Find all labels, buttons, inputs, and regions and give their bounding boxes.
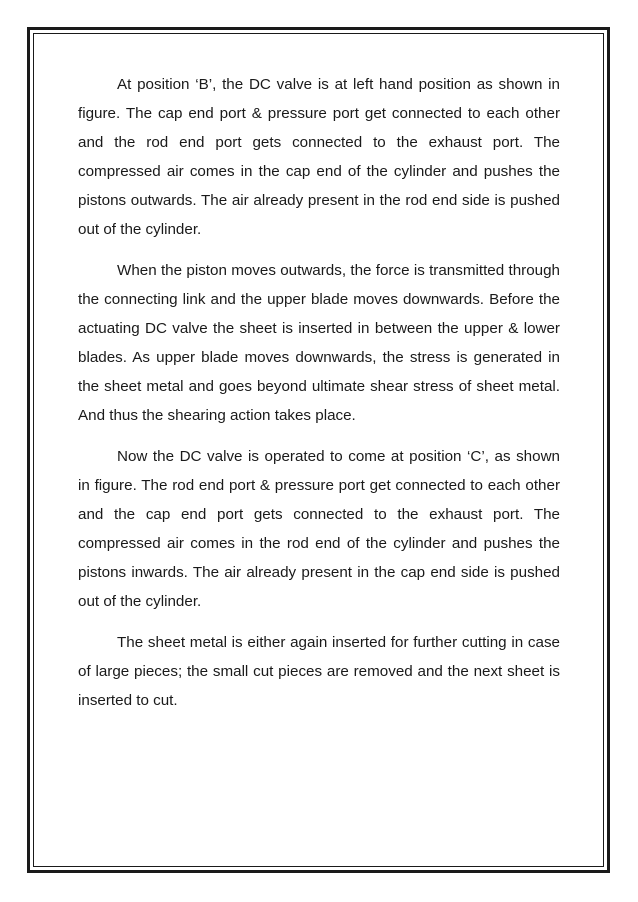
paragraph-piston-outwards: When the piston moves outwards, the force is transmitted through the connecting link and the upper blade moves downwards. Before the actuating DC valve the sheet is inserted in between the upper & lower blades. As upper blade moves downwards, the stress is generated in the sheet metal and goes beyond ultimate shear stress of sheet metal. And thus the shearing action takes place. [78,262,560,424]
document-body [78,70,560,727]
paragraph-position-c: Now the DC valve is operated to come at position ‘C’, as shown in figure. The rod end port & pressure port get connected to each other and the cap end port gets connected to the exhaust port. The compressed air comes in the rod end of the cylinder and pushes the pistons inwards. The air already present in the cap end side is pushed out of the cylinder. [78,448,560,610]
paragraph-position-b: At position ‘B’, the DC valve is at left hand position as shown in figure. The cap end port & pressure port get connected to each other and the rod end port gets connected to the exhaust port. The compressed air comes in the cap end of the cylinder and pushes the pistons outwards. The air already present in the rod end side is pushed out of the cylinder. [78,76,560,238]
paragraph-sheet-metal: The sheet metal is either again inserted for further cutting in case of large pieces; the small cut pieces are removed and the next sheet is inserted to cut. [78,634,560,709]
